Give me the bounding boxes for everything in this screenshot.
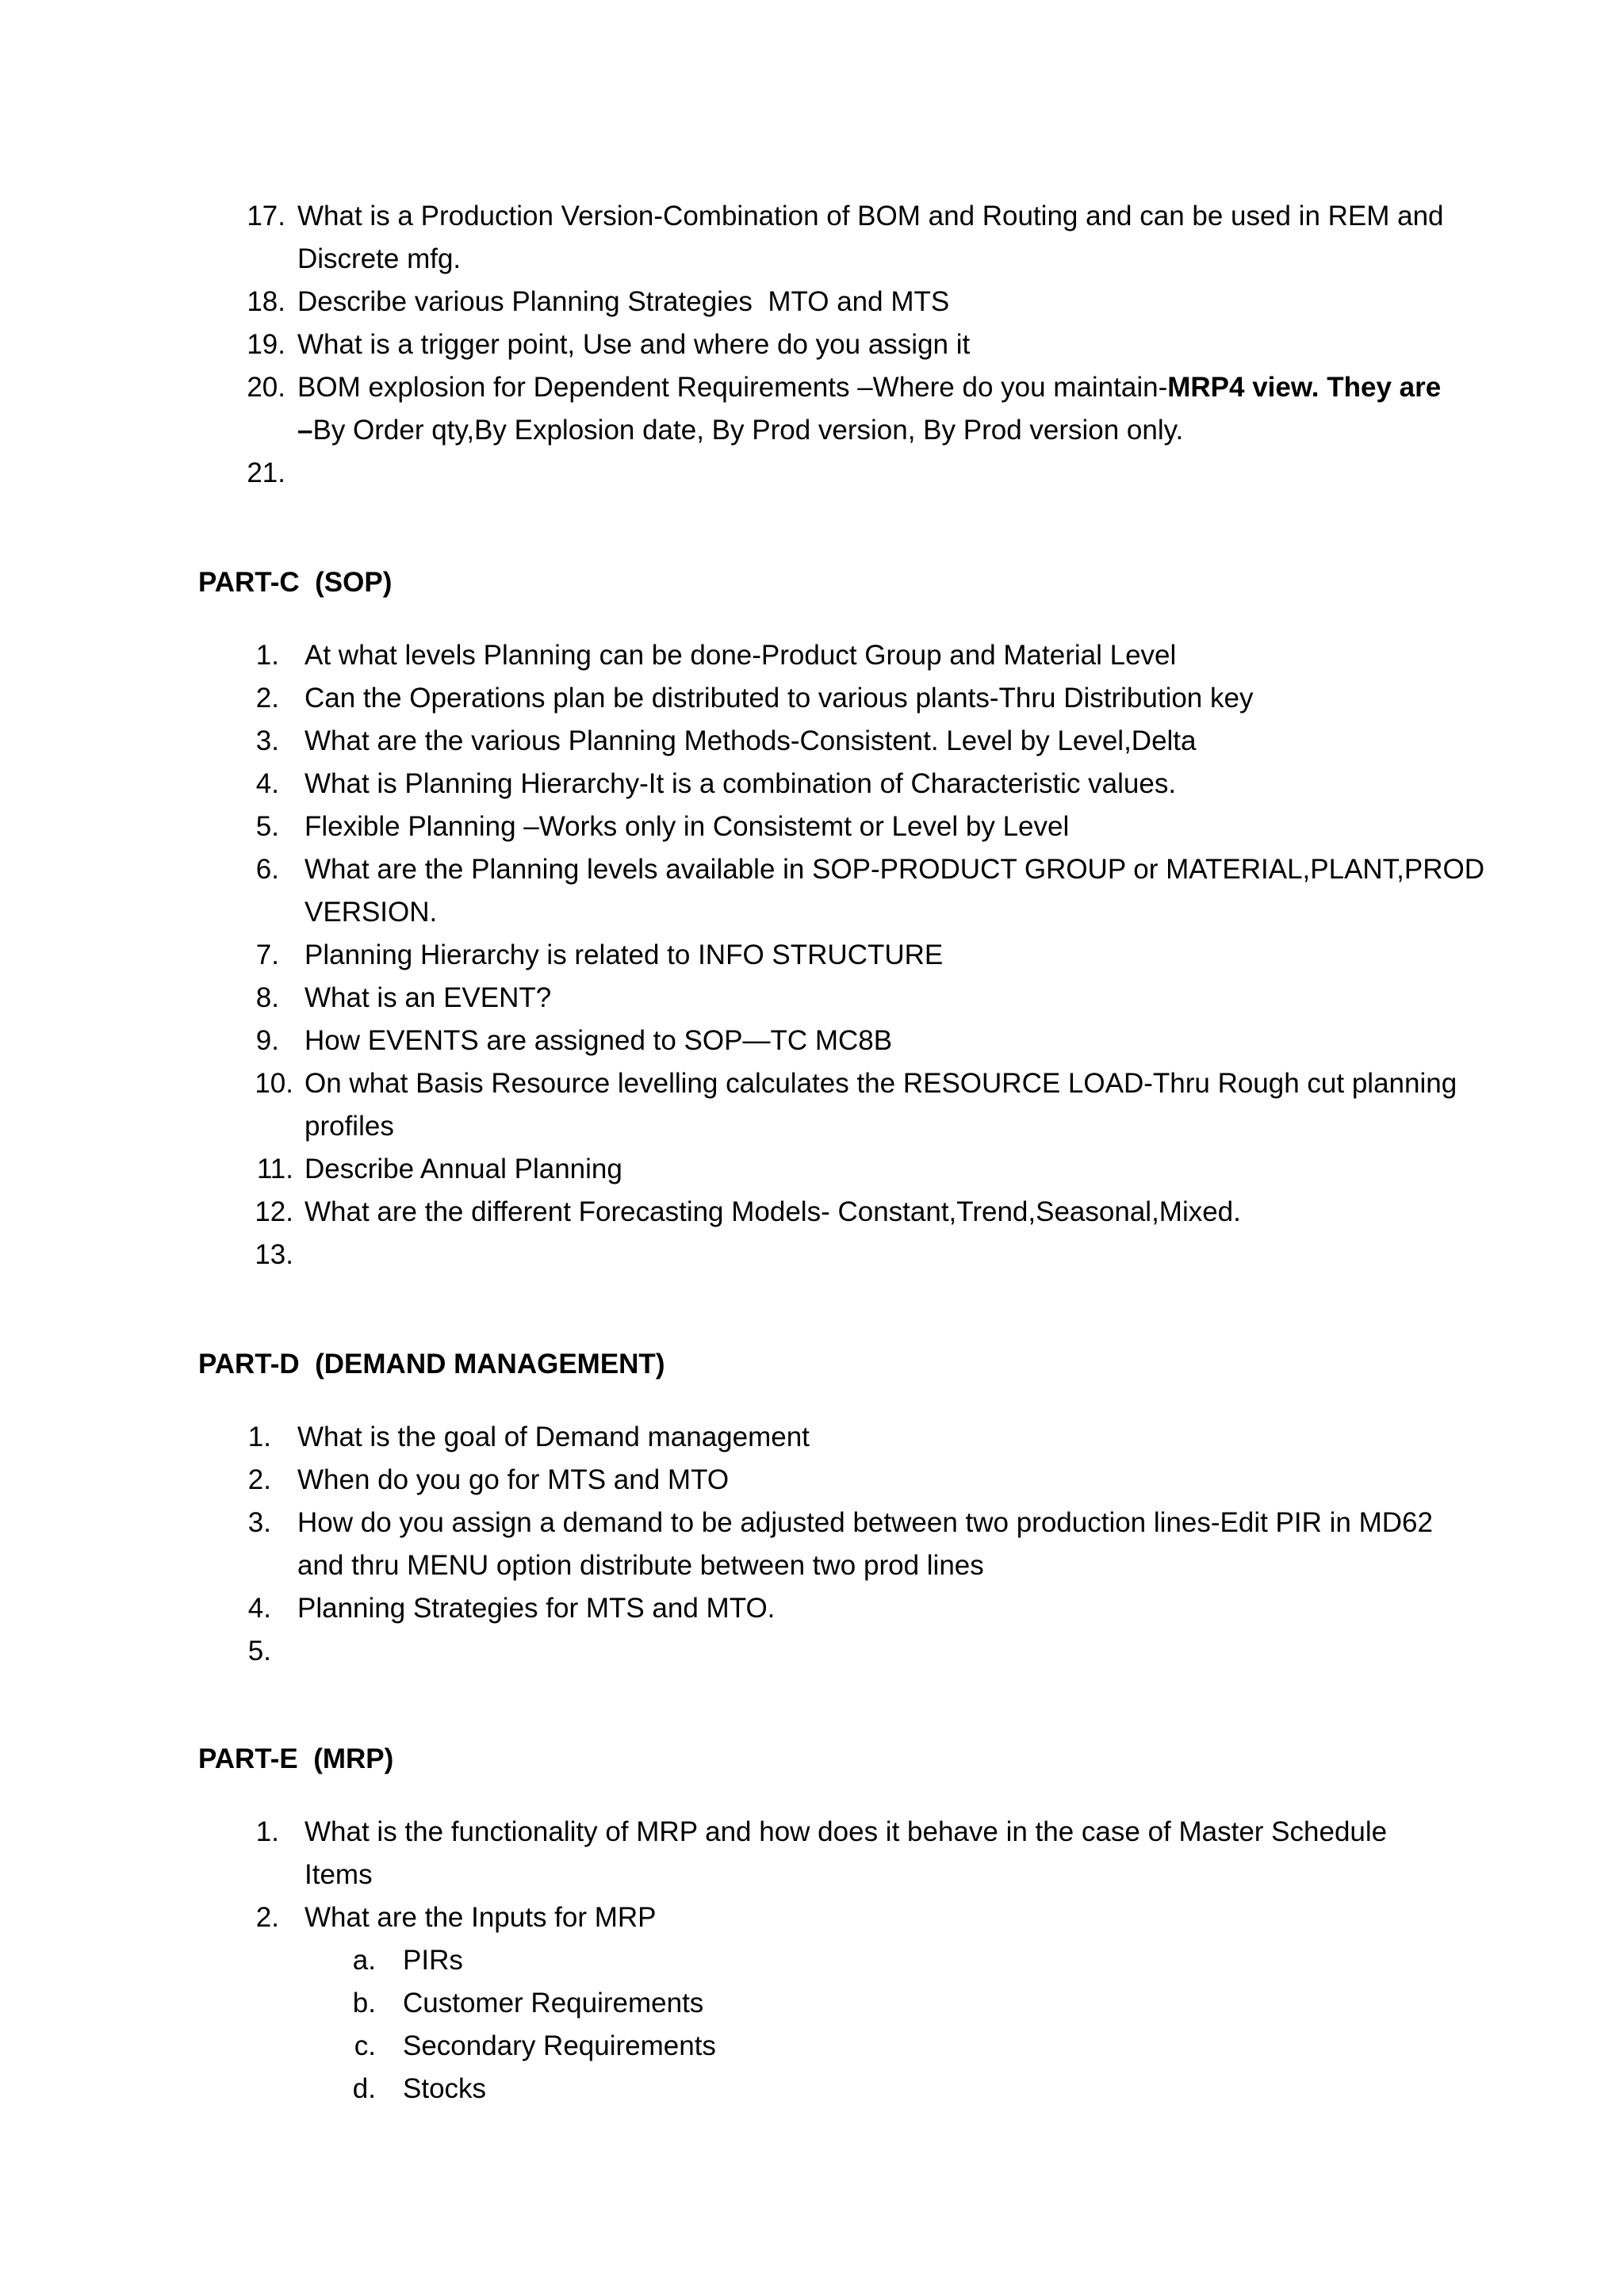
- item-text: What are the Planning levels available in SOP-PRODUCT GROUP or MATERIAL,PLANT,PROD: [304, 854, 1485, 885]
- item-number: 13.: [255, 1239, 293, 1270]
- item-number: 10.: [255, 1068, 293, 1099]
- sub-item-text: PIRs: [403, 1945, 463, 1976]
- sub-item-text: Secondary Requirements: [403, 2030, 716, 2061]
- item-text: Describe various Planning Strategies MTO and MTS: [297, 286, 950, 317]
- item-number: 7.: [255, 939, 279, 970]
- item-number: 12.: [255, 1196, 293, 1227]
- item-number: 1.: [255, 640, 279, 671]
- sub-item-letter: d.: [352, 2073, 376, 2104]
- item-number: 2.: [255, 683, 279, 714]
- item-number: 5.: [247, 1636, 271, 1667]
- sub-item-text: Customer Requirements: [403, 1988, 704, 2019]
- item-text: Flexible Planning –Works only in Consistemt or Level by Level: [304, 811, 1070, 842]
- sub-item-letter: a.: [352, 1945, 376, 1976]
- item-number: 5.: [255, 811, 279, 842]
- item-text: and thru MENU option distribute between two prod lines: [297, 1550, 984, 1581]
- item-text: What is the functionality of MRP and how does it behave in the case of Master Schedule: [304, 1816, 1388, 1847]
- item-number: 21.: [247, 457, 285, 488]
- item-text: What is the goal of Demand management: [297, 1422, 810, 1452]
- item-text-bold: MRP4 view. They are: [1167, 372, 1442, 403]
- sub-item-text: Stocks: [403, 2073, 487, 2104]
- item-text: What are the various Planning Methods-Consistent. Level by Level,Delta: [304, 725, 1197, 756]
- item-number: 1.: [255, 1816, 279, 1847]
- item-text: What is Planning Hierarchy-It is a combination of Characteristic values.: [304, 768, 1177, 799]
- item-number: 3.: [255, 725, 279, 756]
- item-text: Can the Operations plan be distributed to various plants-Thru Distribution key: [304, 683, 1254, 714]
- item-number: 8.: [255, 982, 279, 1013]
- item-number: 20.: [247, 372, 285, 403]
- item-text: Describe Annual Planning: [304, 1154, 622, 1184]
- item-text: When do you go for MTS and MTO: [297, 1464, 730, 1495]
- section-heading-part-d: PART-D (DEMAND MANAGEMENT): [198, 1349, 665, 1380]
- item-text: What is an EVENT?: [304, 982, 552, 1013]
- item-number: 18.: [247, 286, 285, 317]
- item-text: Items: [304, 1859, 373, 1890]
- item-number: 11.: [256, 1154, 293, 1184]
- sub-item-letter: b.: [352, 1988, 376, 2019]
- item-text-bold: –: [297, 415, 313, 446]
- item-text: VERSION.: [304, 897, 438, 928]
- item-number: 19.: [247, 329, 285, 360]
- item-number: 9.: [255, 1025, 279, 1056]
- item-text: What are the Inputs for MRP: [304, 1902, 657, 1933]
- item-text: Planning Strategies for MTS and MTO.: [297, 1593, 776, 1624]
- sub-item-letter: c.: [354, 2030, 376, 2061]
- item-text: Planning Hierarchy is related to INFO STRUCTURE: [304, 939, 944, 970]
- item-text: At what levels Planning can be done-Product Group and Material Level: [304, 640, 1177, 671]
- item-text: What are the different Forecasting Models- Constant,Trend,Seasonal,Mixed.: [304, 1196, 1241, 1227]
- item-text: What is a Production Version-Combination of BOM and Routing and can be used in REM and: [297, 201, 1444, 232]
- item-number: 2.: [247, 1464, 271, 1495]
- item-text: What is a trigger point, Use and where do you assign it: [297, 329, 971, 360]
- item-text-normal: BOM explosion for Dependent Requirements –Where do you maintain-: [297, 372, 1168, 403]
- item-number: 6.: [255, 854, 279, 885]
- section-heading-part-e: PART-E (MRP): [198, 1743, 394, 1774]
- item-text-normal: By Order qty,By Explosion date, By Prod version, By Prod version only.: [312, 415, 1184, 446]
- item-text: profiles: [304, 1111, 394, 1142]
- item-text: How do you assign a demand to be adjusted between two production lines-Edit PIR in MD62: [297, 1507, 1433, 1538]
- item-number: 4.: [255, 768, 279, 799]
- item-number: 4.: [247, 1593, 271, 1624]
- section-heading-part-c: PART-C (SOP): [198, 567, 393, 598]
- item-text: On what Basis Resource levelling calculates the RESOURCE LOAD-Thru Rough cut planning: [304, 1068, 1457, 1099]
- item-number: 3.: [247, 1507, 271, 1538]
- item-text: [297, 409, 1183, 452]
- item-text: How EVENTS are assigned to SOP—TC MC8B: [304, 1025, 893, 1056]
- item-number: 1.: [247, 1422, 271, 1452]
- item-number: 2.: [255, 1902, 279, 1933]
- item-text: Discrete mfg.: [297, 243, 462, 274]
- item-text: [297, 366, 1441, 409]
- item-number: 17.: [247, 201, 285, 232]
